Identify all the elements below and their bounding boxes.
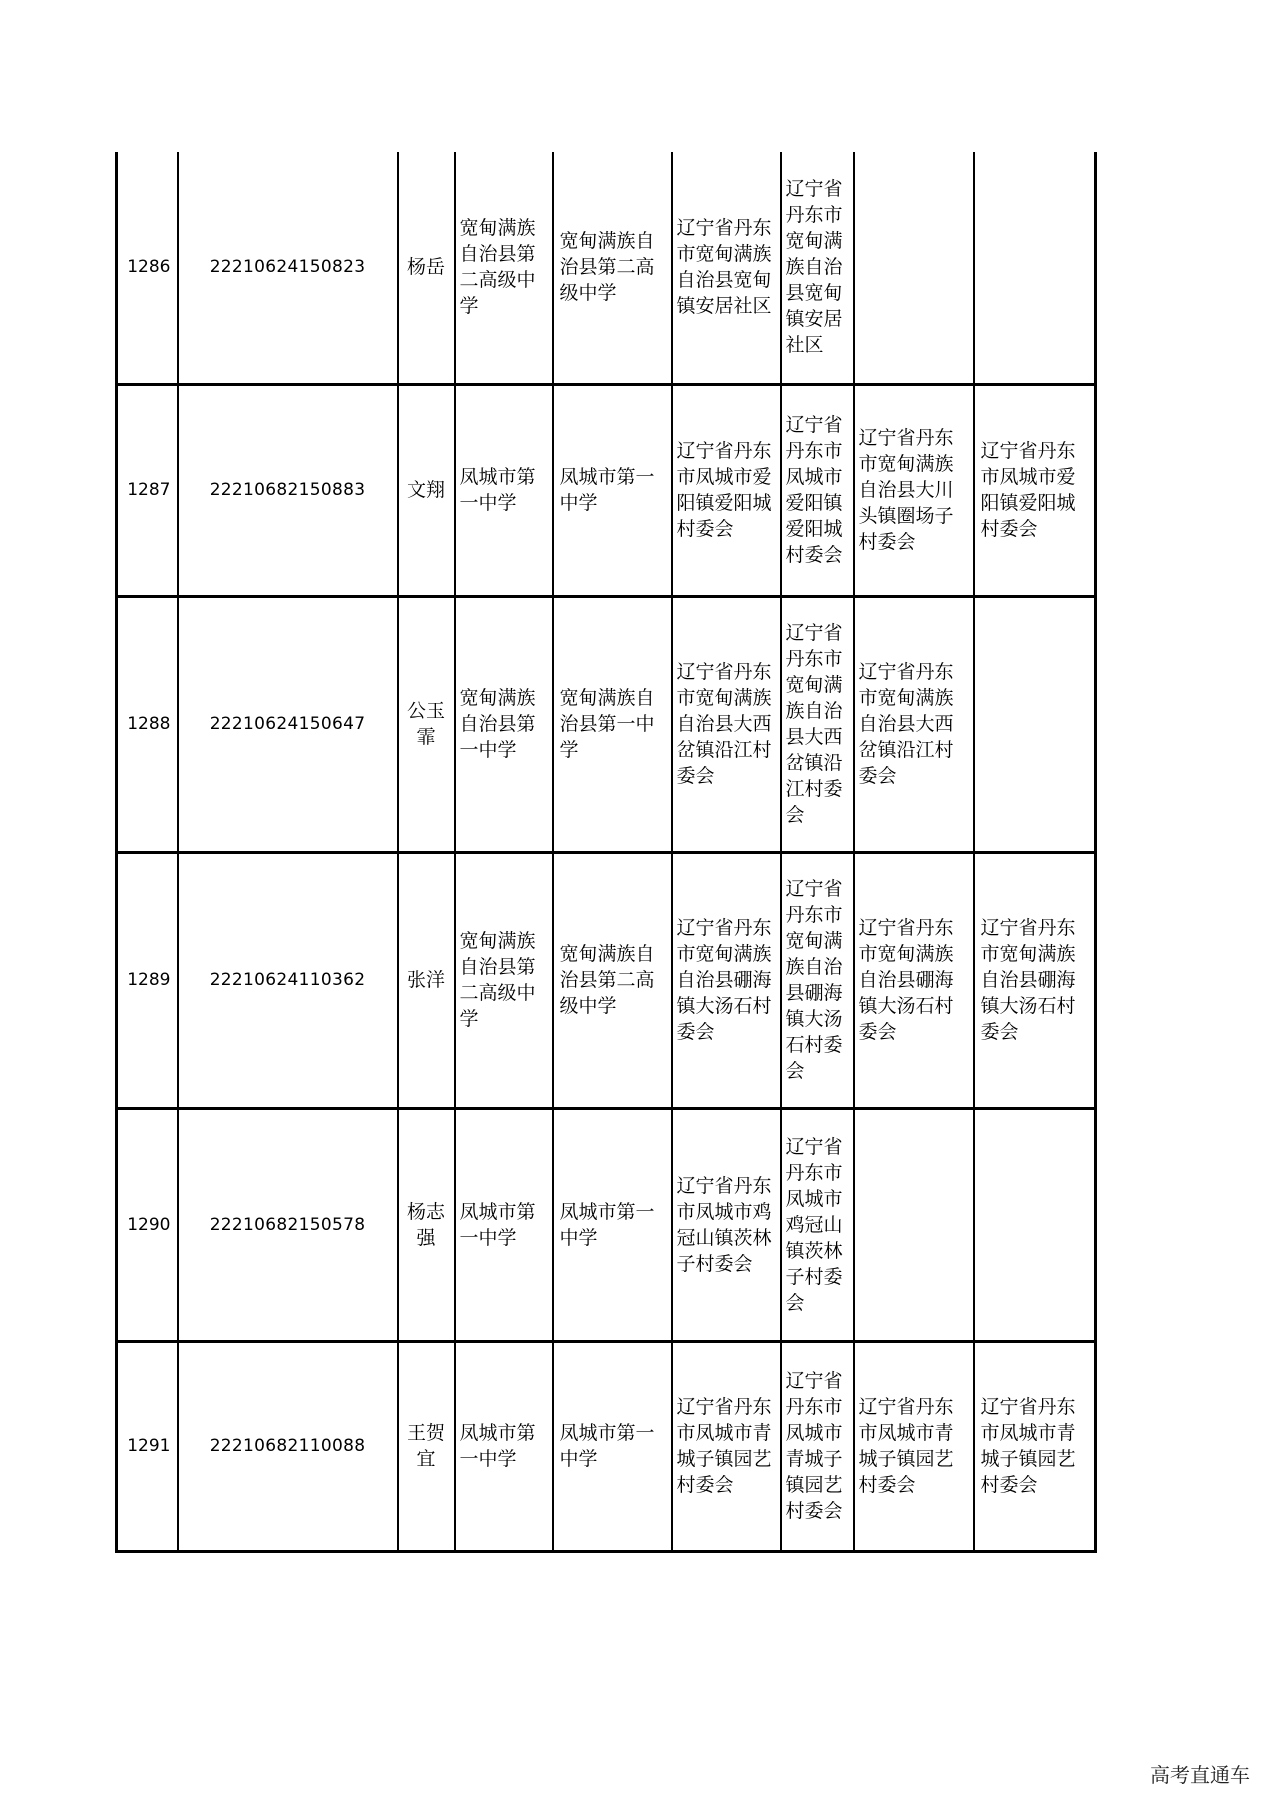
row-address-2: 辽宁省丹东市凤城市鸡冠山镇茨林子村委会 [781,1108,854,1341]
row-address-3: 辽宁省丹东市凤城市青城子镇园艺村委会 [854,1341,974,1551]
row-address-2: 辽宁省丹东市凤城市青城子镇园艺村委会 [781,1341,854,1551]
row-address-2: 辽宁省丹东市宽甸满族自治县硼海镇大汤石村委会 [781,852,854,1108]
row-school-2: 凤城市第一中学 [553,1341,672,1551]
row-seq: 1287 [117,384,178,596]
row-address-4: 辽宁省丹东市宽甸满族自治县硼海镇大汤石村委会 [974,852,1096,1108]
row-name: 杨志强 [398,1108,455,1341]
row-school: 凤城市第一中学 [455,384,553,596]
row-name: 文翔 [398,384,455,596]
row-address-1: 辽宁省丹东市凤城市青城子镇园艺村委会 [672,1341,781,1551]
row-address-1: 辽宁省丹东市宽甸满族自治县硼海镇大汤石村委会 [672,852,781,1108]
row-address-4: 辽宁省丹东市凤城市爱阳镇爱阳城村委会 [974,384,1096,596]
row-name: 公玉霏 [398,596,455,852]
row-seq: 1289 [117,852,178,1108]
row-address-3: 辽宁省丹东市宽甸满族自治县大川头镇圈场子村委会 [854,384,974,596]
row-school-2: 宽甸满族自治县第二高级中学 [553,152,672,384]
row-address-3 [854,152,974,384]
row-address-3 [854,1108,974,1341]
row-address-1: 辽宁省丹东市凤城市爱阳镇爱阳城村委会 [672,384,781,596]
row-exam-number: 22210624150823 [178,152,398,384]
row-address-4 [974,596,1096,852]
roster-table [115,152,1097,1553]
row-school: 凤城市第一中学 [455,1341,553,1551]
row-address-1: 辽宁省丹东市宽甸满族自治县大西岔镇沿江村委会 [672,596,781,852]
row-seq: 1290 [117,1108,178,1341]
row-address-2: 辽宁省丹东市凤城市爱阳镇爱阳城村委会 [781,384,854,596]
roster-body [117,152,1096,1551]
row-exam-number: 22210682150578 [178,1108,398,1341]
row-address-1: 辽宁省丹东市凤城市鸡冠山镇茨林子村委会 [672,1108,781,1341]
row-address-2: 辽宁省丹东市宽甸满族自治县大西岔镇沿江村委会 [781,596,854,852]
table-row [117,852,1096,1108]
row-school: 宽甸满族自治县第一中学 [455,596,553,852]
row-school-2: 凤城市第一中学 [553,384,672,596]
row-exam-number: 22210624150647 [178,596,398,852]
table-row [117,384,1096,596]
row-name: 王贺宜 [398,1341,455,1551]
row-address-4 [974,1108,1096,1341]
row-school-2: 凤城市第一中学 [553,1108,672,1341]
row-address-4: 辽宁省丹东市凤城市青城子镇园艺村委会 [974,1341,1096,1551]
row-exam-number: 22210682110088 [178,1341,398,1551]
table-row [117,596,1096,852]
row-school: 宽甸满族自治县第二高级中学 [455,152,553,384]
table-row [117,1341,1096,1551]
row-exam-number: 22210624110362 [178,852,398,1108]
row-name: 张洋 [398,852,455,1108]
row-address-1: 辽宁省丹东市宽甸满族自治县宽甸镇安居社区 [672,152,781,384]
row-address-3: 辽宁省丹东市宽甸满族自治县大西岔镇沿江村委会 [854,596,974,852]
row-seq: 1286 [117,152,178,384]
row-exam-number: 22210682150883 [178,384,398,596]
row-address-4 [974,152,1096,384]
row-school: 凤城市第一中学 [455,1108,553,1341]
row-seq: 1288 [117,596,178,852]
row-school-2: 宽甸满族自治县第二高级中学 [553,852,672,1108]
row-seq: 1291 [117,1341,178,1551]
table-row [117,152,1096,384]
footer-watermark: 高考直通车 [1150,1763,1250,1787]
row-address-3: 辽宁省丹东市宽甸满族自治县硼海镇大汤石村委会 [854,852,974,1108]
row-school: 宽甸满族自治县第二高级中学 [455,852,553,1108]
row-name: 杨岳 [398,152,455,384]
row-address-2: 辽宁省丹东市宽甸满族自治县宽甸镇安居社区 [781,152,854,384]
row-school-2: 宽甸满族自治县第一中学 [553,596,672,852]
table-row [117,1108,1096,1341]
